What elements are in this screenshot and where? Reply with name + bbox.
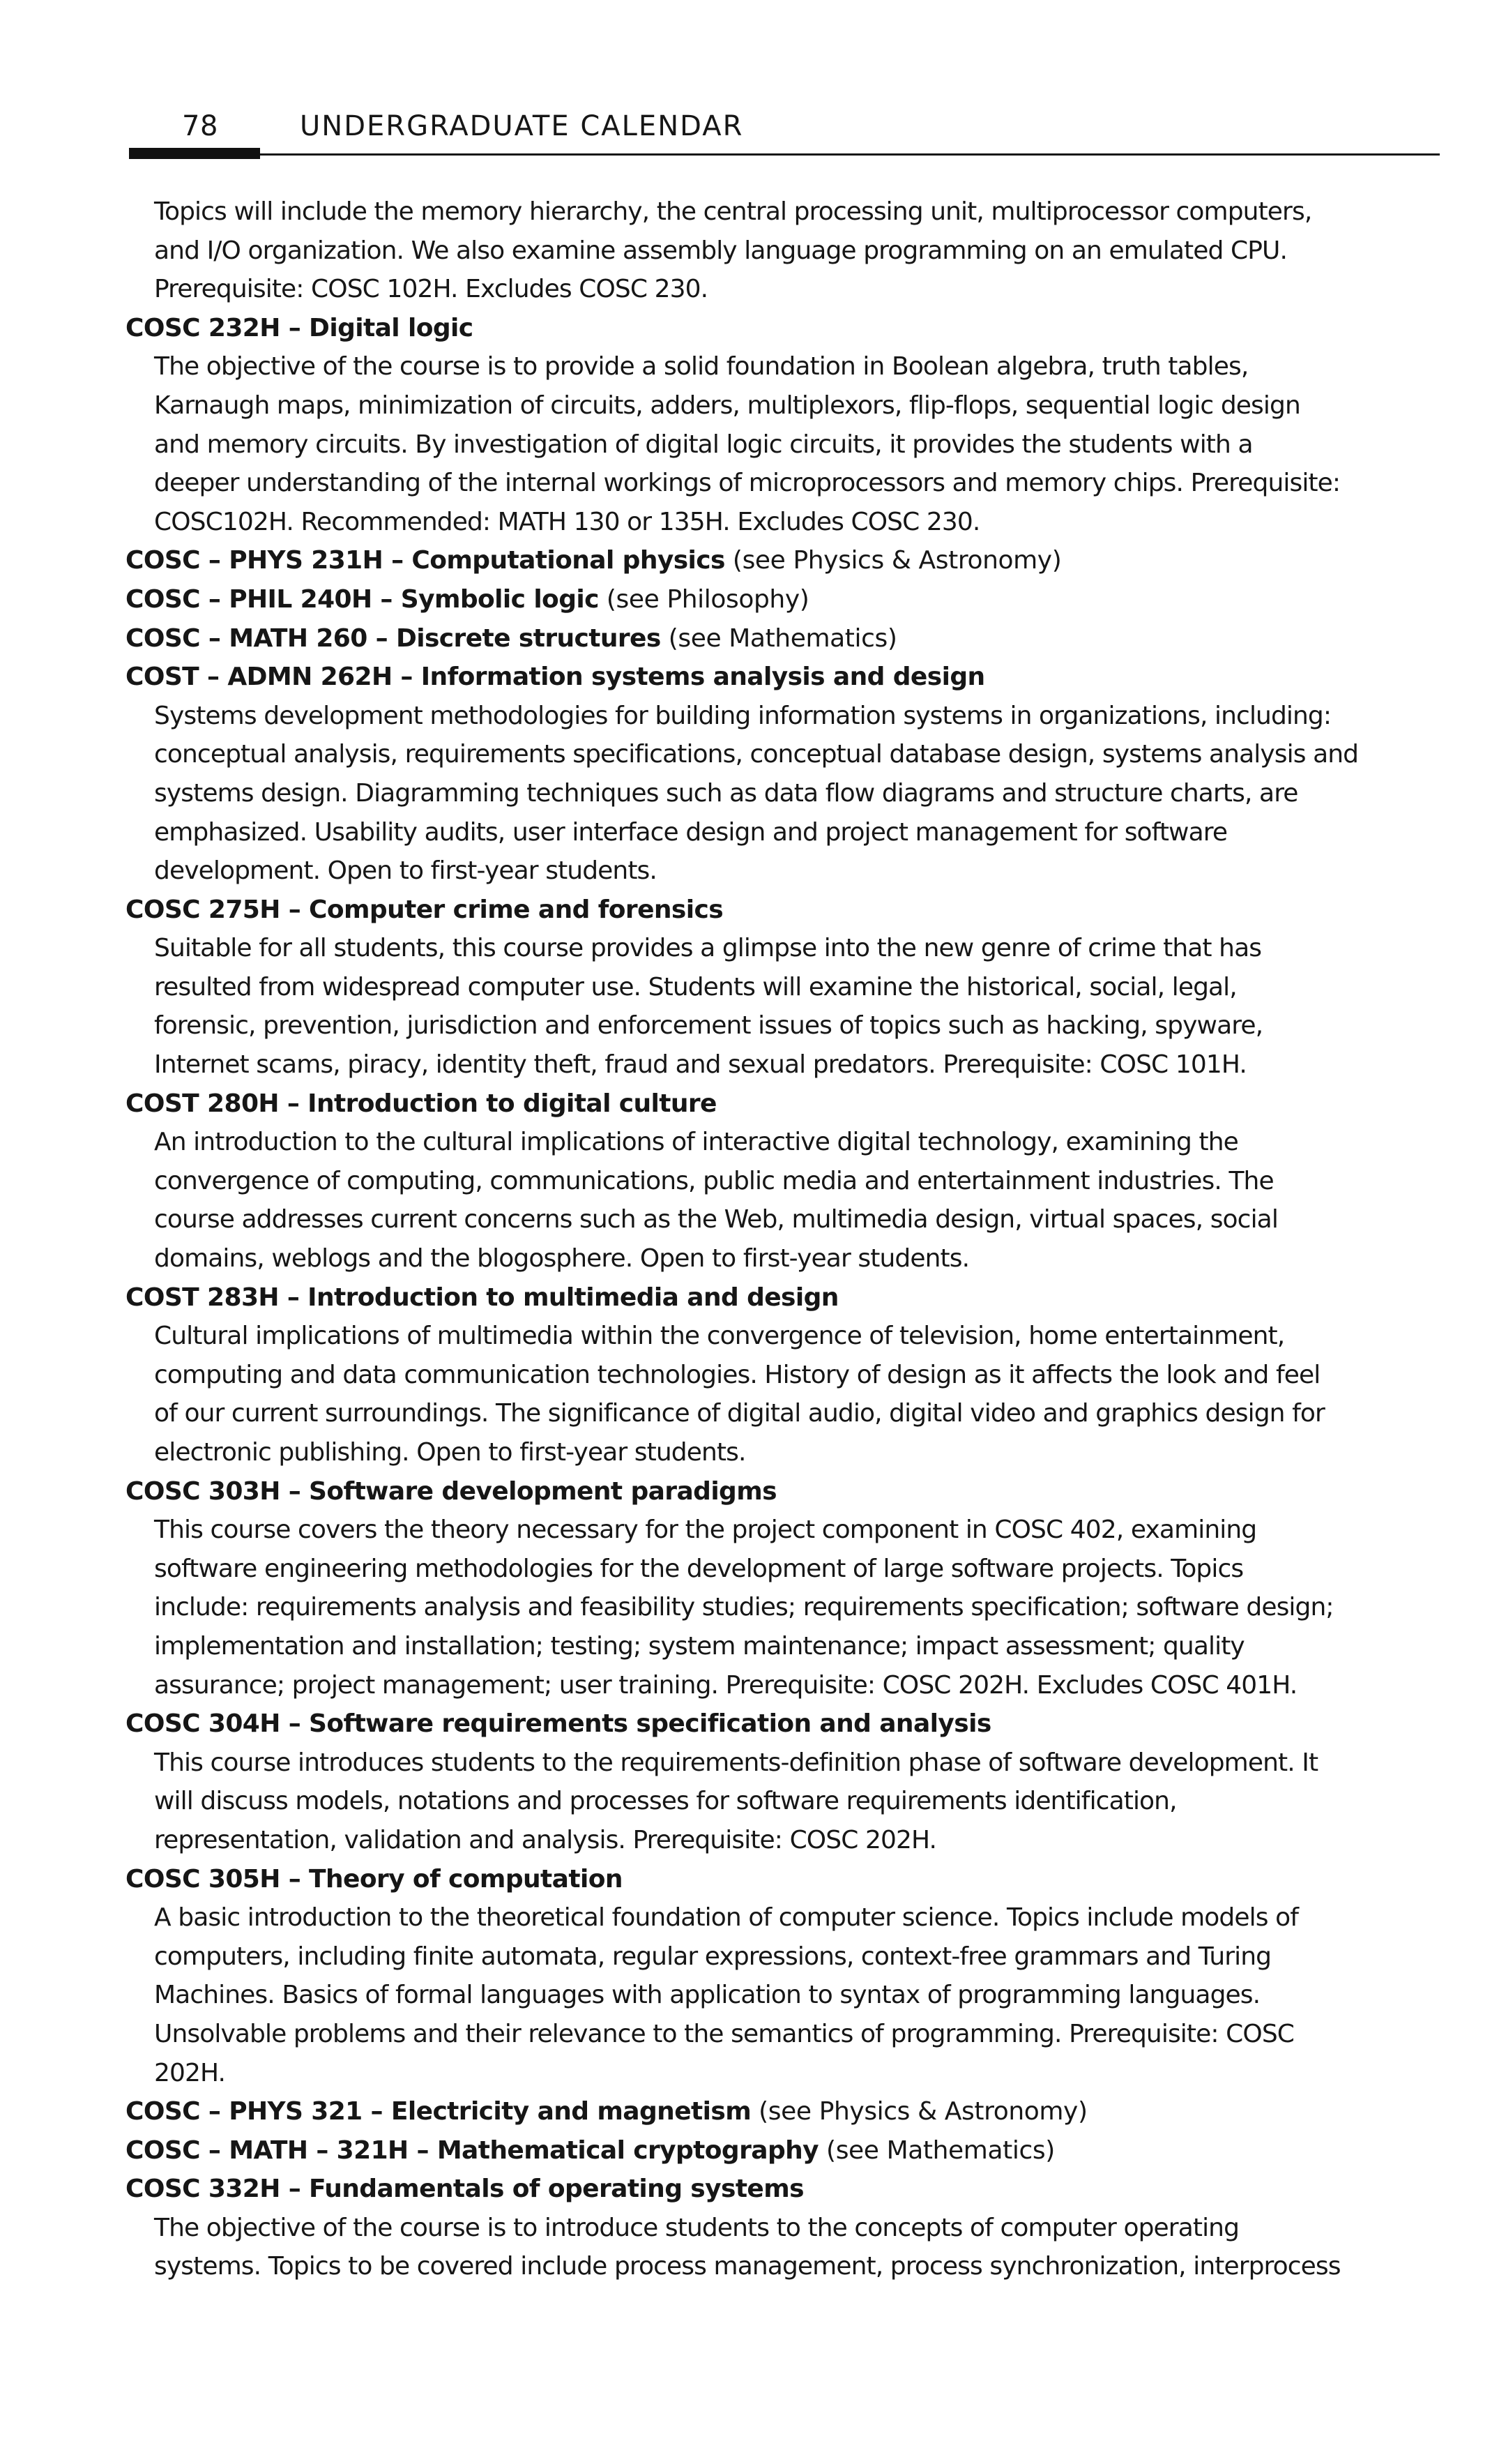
course-title: COSC – MATH 260 – Discrete structures [125,623,661,653]
course-entry [125,2131,1450,2170]
course-description-line: Systems development methodologies for building information systems in organizations, including: [154,701,1332,730]
course-title: COSC 232H – Digital logic [125,313,473,342]
course-description-line: Karnaugh maps, minimization of circuits, adders, multiplexors, flip-flops, sequential logic design [154,391,1300,420]
course-description-line: domains, weblogs and the blogosphere. Open to first-year students. [154,1244,970,1273]
course-description-line: The objective of the course is to provide a solid foundation in Boolean algebra, truth tables, [154,352,1249,381]
course-heading [125,1472,1450,1511]
course-description-line: convergence of computing, communications, public media and entertainment industries. The [154,1166,1274,1195]
course-description-line: representation, validation and analysis. Prerequisite: COSC 202H. [154,1825,937,1854]
course-listing [125,192,1450,2286]
course-description-line: An introduction to the cultural implications of interactive digital technology, examining the [154,1128,1238,1157]
course-entry [125,2170,1450,2286]
intro-line: Prerequisite: COSC 102H. Excludes COSC 230. [154,275,708,304]
intro-line: Topics will include the memory hierarchy, the central processing unit, multiprocessor computers, [154,197,1312,226]
page-header [129,105,1440,160]
course-description-line: 202H. [154,2058,226,2087]
header-rule [129,153,1440,156]
course-description-line: assurance; project management; user training. Prerequisite: COSC 202H. Excludes COSC 401H. [154,1670,1298,1700]
course-title: COST 280H – Introduction to digital culture [125,1089,717,1118]
course-entry [125,891,1450,1084]
course-entry [125,1278,1450,1472]
course-description-line: systems design. Diagramming techniques such as data flow diagrams and structure charts, are [154,778,1298,808]
page-number: 78 [182,110,218,142]
intro-paragraph [125,192,1450,309]
course-description-line: COSC102H. Recommended: MATH 130 or 135H. Excludes COSC 230. [154,507,980,536]
course-heading [125,541,1450,580]
course-description-line: The objective of the course is to introduce students to the concepts of computer operating [154,2213,1240,2242]
course-title: COSC 305H – Theory of computation [125,1864,623,1894]
course-title: COSC 332H – Fundamentals of operating systems [125,2175,804,2204]
course-heading [125,2170,1450,2209]
course-description-line: Suitable for all students, this course provides a glimpse into the new genre of crime that has [154,934,1262,963]
course-title: COST – ADMN 262H – Information systems analysis and design [125,663,985,692]
course-cross-reference: (see Physics & Astronomy) [724,546,1062,575]
course-title: COSC 275H – Computer crime and forensics [125,895,724,924]
course-description-line: conceptual analysis, requirements specifications, conceptual database design, systems analysis and [154,740,1359,769]
course-description-line: computers, including finite automata, regular expressions, context-free grammars and Turing [154,1942,1272,1971]
course-entry [125,1472,1450,1705]
course-heading [125,658,1450,697]
course-title: COSC 303H – Software development paradigms [125,1476,777,1506]
course-title: COST 283H – Introduction to multimedia and design [125,1283,839,1312]
course-heading [125,891,1450,930]
course-entry [125,1860,1450,2093]
course-title: COSC – MATH – 321H – Mathematical cryptography [125,2136,819,2165]
course-description-line: of our current surroundings. The significance of digital audio, digital video and graphics design for [154,1399,1325,1428]
course-cross-reference: (see Mathematics) [660,623,897,653]
course-cross-reference: (see Philosophy) [598,584,809,614]
course-entry [125,2092,1450,2131]
course-heading [125,580,1450,619]
course-description-line: systems. Topics to be covered include process management, process synchronization, interprocess [154,2252,1341,2281]
course-entry [125,580,1450,619]
course-description-line: computing and data communication technologies. History of design as it affects the look and feel [154,1360,1321,1389]
course-heading [125,1705,1450,1744]
course-description-line: resulted from widespread computer use. Students will examine the historical, social, legal, [154,972,1237,1002]
course-description-line: forensic, prevention, jurisdiction and enforcement issues of topics such as hacking, spyware, [154,1011,1263,1041]
course-description-line: deeper understanding of the internal workings of microprocessors and memory chips. Prerequisite: [154,469,1341,498]
course-title: COSC – PHYS 321 – Electricity and magnetism [125,2097,752,2126]
course-title: COSC – PHIL 240H – Symbolic logic [125,584,599,614]
course-description-line: Cultural implications of multimedia within the convergence of television, home entertainment, [154,1322,1285,1351]
course-heading [125,1860,1450,1899]
course-description-line: Unsolvable problems and their relevance to the semantics of programming. Prerequisite: COSC [154,2019,1295,2048]
course-title: COSC – PHYS 231H – Computational physics [125,546,725,575]
course-cross-reference: (see Mathematics) [819,2136,1055,2165]
course-entry [125,309,1450,542]
intro-line: and I/O organization. We also examine assembly language programming on an emulated CPU. [154,236,1288,265]
course-heading [125,309,1450,348]
course-entry [125,541,1450,580]
course-description-line: electronic publishing. Open to first-year students. [154,1438,746,1467]
course-description-line: software engineering methodologies for the development of large software projects. Topics [154,1554,1244,1583]
course-heading [125,2131,1450,2170]
course-description-line: emphasized. Usability audits, user interface design and project management for software [154,817,1228,847]
course-description-line: This course introduces students to the requirements-definition phase of software development. It [154,1748,1318,1777]
course-description-line: implementation and installation; testing; system maintenance; impact assessment; quality [154,1631,1245,1661]
course-description-line: course addresses current concerns such as the Web, multimedia design, virtual spaces, social [154,1205,1278,1234]
course-description-line: A basic introduction to the theoretical foundation of computer science. Topics include models of [154,1903,1299,1933]
course-description-line: This course covers the theory necessary for the project component in COSC 402, examining [154,1516,1257,1545]
running-title: UNDERGRADUATE CALENDAR [300,110,744,142]
course-cross-reference: (see Physics & Astronomy) [751,2097,1088,2126]
header-tab-mark [129,148,260,159]
course-entry [125,1705,1450,1859]
course-title: COSC 304H – Software requirements specification and analysis [125,1709,991,1739]
course-entry [125,658,1450,891]
course-description-line: and memory circuits. By investigation of digital logic circuits, it provides the students with a [154,430,1253,459]
course-entry [125,619,1450,658]
course-heading [125,1084,1450,1124]
course-heading [125,2092,1450,2131]
course-heading [125,1278,1450,1317]
course-description-line: will discuss models, notations and processes for software requirements identification, [154,1787,1177,1816]
course-description-line: development. Open to first-year students. [154,856,657,886]
course-heading [125,619,1450,658]
course-description-line: include: requirements analysis and feasibility studies; requirements specification; software design; [154,1593,1334,1622]
course-entry [125,1084,1450,1278]
course-description-line: Machines. Basics of formal languages with application to syntax of programming languages. [154,1981,1261,2010]
course-description-line: Internet scams, piracy, identity theft, fraud and sexual predators. Prerequisite: COSC 101H. [154,1050,1247,1080]
